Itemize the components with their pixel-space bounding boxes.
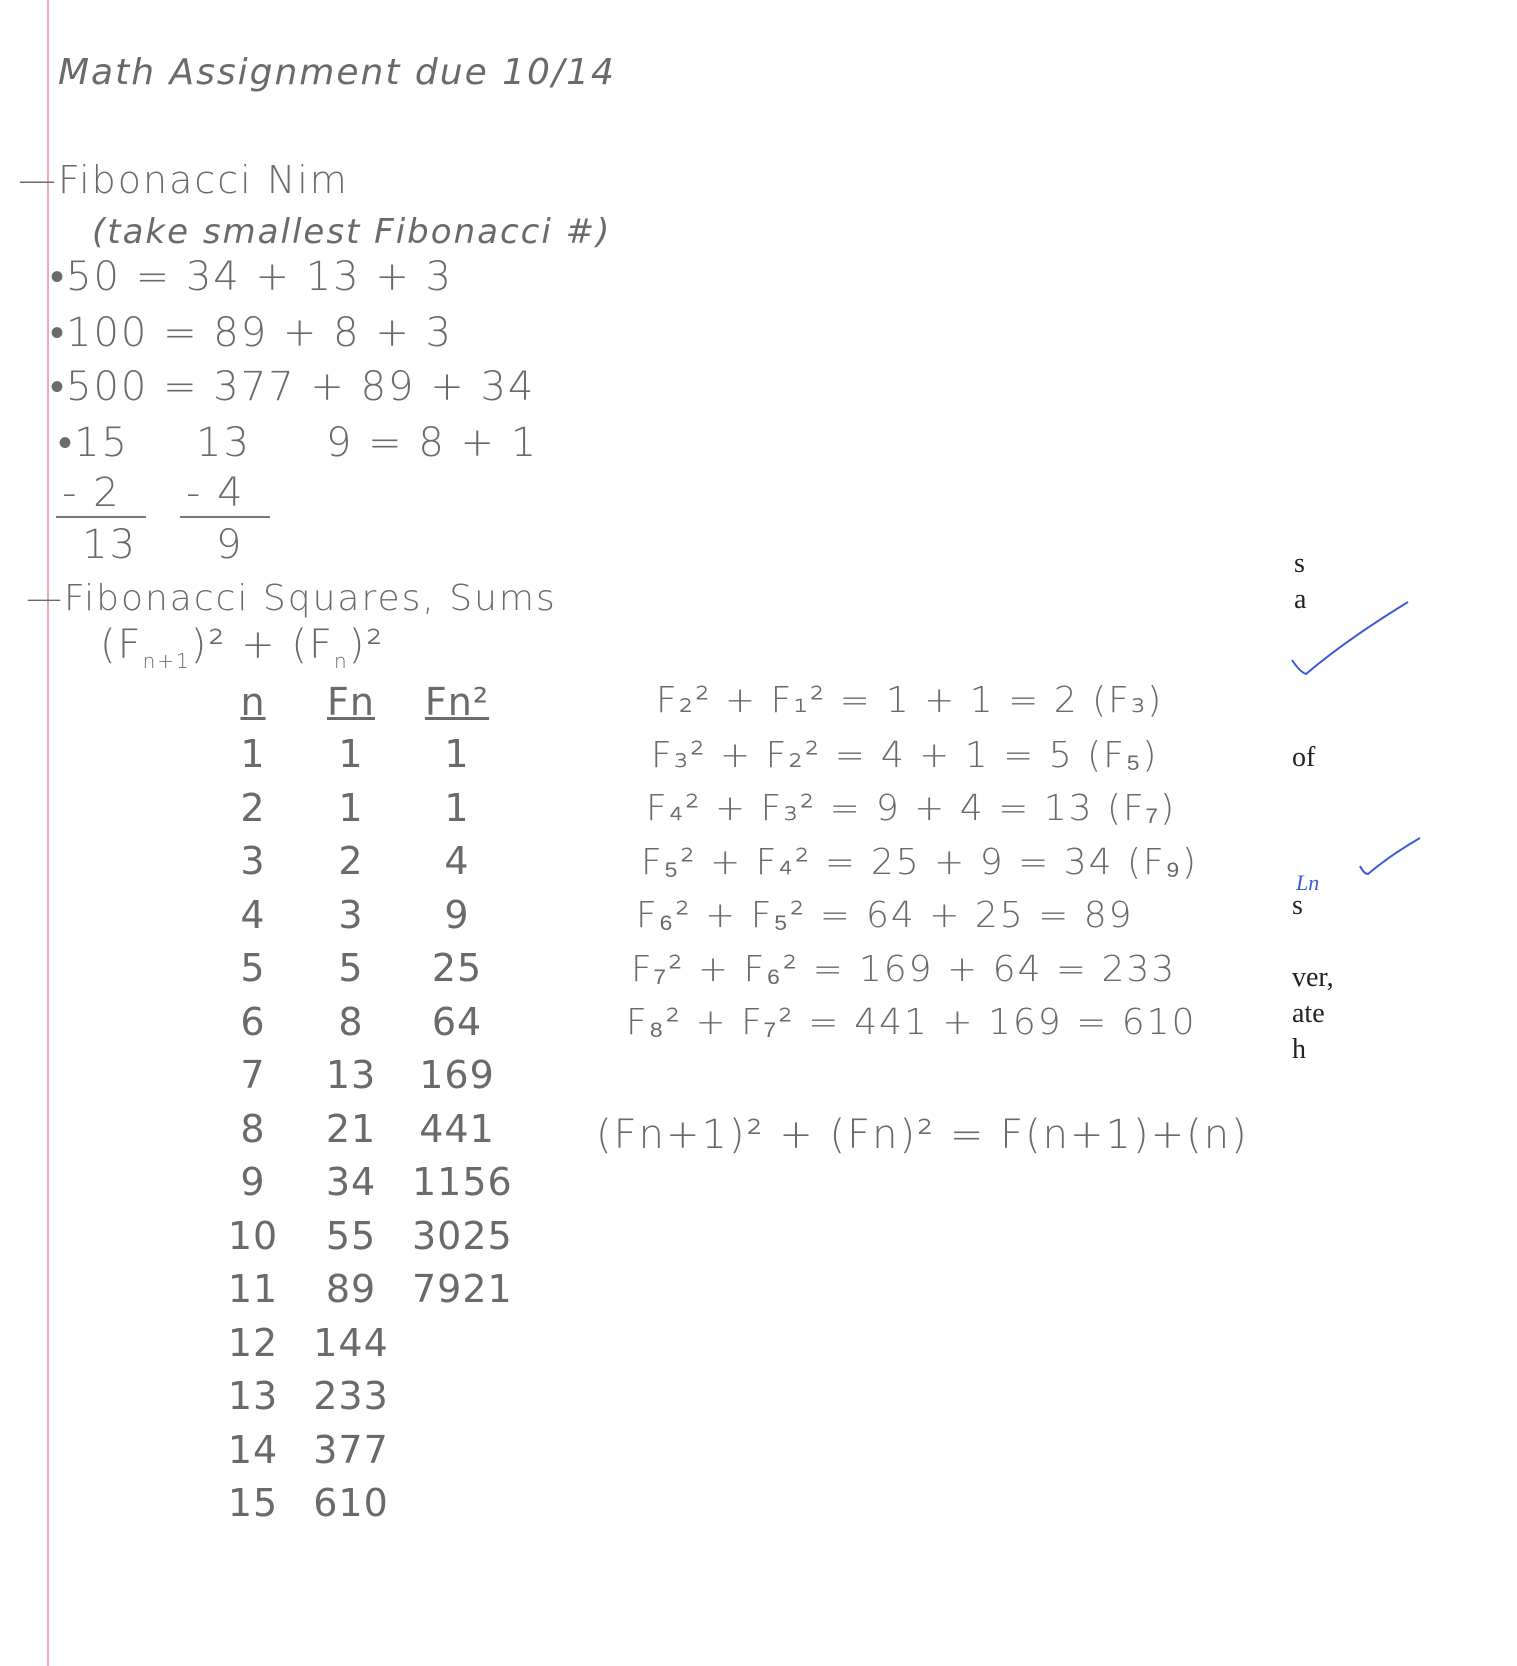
equation-line (641, 841, 1198, 883)
table-cell: 15 (227, 1481, 279, 1525)
table-cell: 9 (444, 892, 470, 937)
equation-rhs: 9 + 4 = 13 (F₇) (875, 788, 1177, 829)
equation-lhs: F₃² + F₂² = (651, 734, 867, 776)
nim-example-value: 9 = 8 + 1 (326, 420, 539, 466)
table-header-n: n (240, 680, 266, 724)
table-cell: 1 (240, 732, 266, 776)
section-heading: Fibonacci Squares, Sums (64, 578, 557, 619)
equation-line (631, 948, 1176, 990)
table-cell: 8 (338, 999, 364, 1044)
table-cell: 25 (431, 946, 483, 990)
table-cell: 9 (240, 1160, 266, 1204)
nim-item: •500 = 377 + 89 + 34 (50, 364, 536, 410)
section-heading: Fibonacci Nim (58, 158, 349, 202)
table-cell: 1 (338, 785, 364, 830)
table-cell: 4 (240, 892, 266, 937)
table-cell: 8 (240, 1106, 266, 1151)
table-cell: 169 (419, 1053, 495, 1097)
bullet-icon: • (50, 254, 67, 300)
table-header-fn: Fn (327, 680, 375, 724)
table-cell: 610 (313, 1481, 389, 1525)
equation-lhs: F₅² + F₄² = (641, 841, 857, 883)
equation-lhs: F₂² + F₁² = (656, 680, 872, 721)
side-text-fragment: a (1294, 584, 1307, 615)
side-text-fragment: s (1292, 890, 1303, 921)
table-cell: 3 (338, 892, 364, 937)
nim-subtraction: - 2 (56, 470, 146, 518)
equation-lhs: F₄² + F₃² = (646, 788, 862, 829)
equation-rhs: 1 + 1 = 2 (F₃) (885, 680, 1164, 721)
table-cell: 6 (240, 999, 266, 1044)
equation-lhs: F₆² + F₅² = (636, 895, 852, 936)
nim-item: •100 = 89 + 8 + 3 (50, 310, 453, 356)
side-annotation: Ln (1296, 870, 1320, 895)
bullet-icon: • (50, 310, 67, 356)
bullet-icon: • (50, 364, 67, 410)
table-cell: 3 (240, 839, 266, 883)
table-cell: 1156 (412, 1160, 513, 1204)
table-header-fn-squared: Fn² (424, 680, 490, 724)
nim-example-row: •15 (58, 420, 129, 466)
table-cell: 2 (338, 839, 364, 883)
table-cell: 64 (431, 999, 483, 1044)
table-cell: 441 (419, 1106, 495, 1151)
table-cell: 233 (313, 1374, 389, 1418)
table-cell: 21 (325, 1106, 377, 1151)
equation-rhs: 25 + 9 = 34 (F₉) (870, 841, 1199, 883)
section-note: (take smallest Fibonacci #) (92, 212, 612, 252)
dash-marker: — (18, 158, 58, 202)
margin-line (47, 0, 49, 1666)
table-cell: 5 (240, 946, 266, 990)
table-cell: 7 (240, 1053, 266, 1097)
side-text-fragment: h (1292, 1034, 1306, 1065)
nim-subtraction: - 4 (180, 470, 270, 518)
dash-marker: — (26, 578, 64, 619)
equation-rhs: 169 + 64 = 233 (858, 948, 1177, 990)
table-cell: 55 (325, 1213, 377, 1258)
table-cell: 3025 (412, 1213, 513, 1258)
equation-rhs: 441 + 169 = 610 (854, 1002, 1197, 1043)
table-cell: 1 (338, 732, 364, 776)
nim-item: •50 = 34 + 13 + 3 (50, 254, 453, 300)
side-text-fragment: s (1294, 548, 1305, 579)
table-cell: 10 (227, 1213, 279, 1258)
table-cell: 1 (444, 732, 470, 776)
side-text-fragment: of (1292, 742, 1316, 773)
section-fibonacci-squares (26, 578, 557, 619)
table-cell: 34 (325, 1160, 377, 1204)
nim-result: 13 (82, 522, 137, 568)
general-identity: (Fn+1)² + (Fn)² = F(n+1)+(n) (596, 1112, 1249, 1158)
table-cell: 144 (313, 1320, 389, 1365)
equation-lhs: F₇² + F₆² = (631, 948, 845, 990)
table-cell: 12 (227, 1320, 279, 1365)
equation-line (626, 1001, 1196, 1043)
nim-result: 9 (216, 522, 244, 568)
table-cell: 5 (338, 946, 364, 990)
side-text-fragment: ate (1292, 998, 1325, 1029)
table-cell: 1 (444, 785, 470, 830)
table-cell: 14 (227, 1427, 279, 1472)
table-cell: 7921 (412, 1267, 513, 1311)
table-cell: 4 (444, 839, 470, 883)
table-cell: 13 (227, 1374, 279, 1418)
equation-rhs: 4 + 1 = 5 (F₅) (880, 734, 1159, 776)
page-title: Math Assignment due 10/14 (58, 52, 616, 93)
checkmark-icon (1286, 590, 1416, 690)
nim-example-value: 13 (196, 420, 251, 466)
side-text-fragment: ver, (1292, 962, 1334, 993)
section-fibonacci-nim (18, 158, 349, 202)
section-formula: $(F_{n+1})^2 + (F_n)^2$ (100, 622, 385, 673)
checkmark-icon (1356, 830, 1426, 880)
table-cell: 377 (313, 1427, 389, 1472)
equation-line (636, 894, 1134, 936)
table-cell: 89 (325, 1267, 377, 1311)
equation-line (646, 787, 1176, 829)
equation-lhs: F₈² + F₇² = (626, 1002, 841, 1043)
equation-line (651, 734, 1158, 776)
equation-rhs: 64 + 25 = 89 (865, 895, 1134, 936)
table-cell: 2 (240, 785, 266, 830)
bullet-icon: • (58, 420, 75, 466)
equation-line (656, 680, 1163, 721)
table-cell: 13 (325, 1053, 377, 1097)
table-cell: 11 (227, 1267, 279, 1311)
